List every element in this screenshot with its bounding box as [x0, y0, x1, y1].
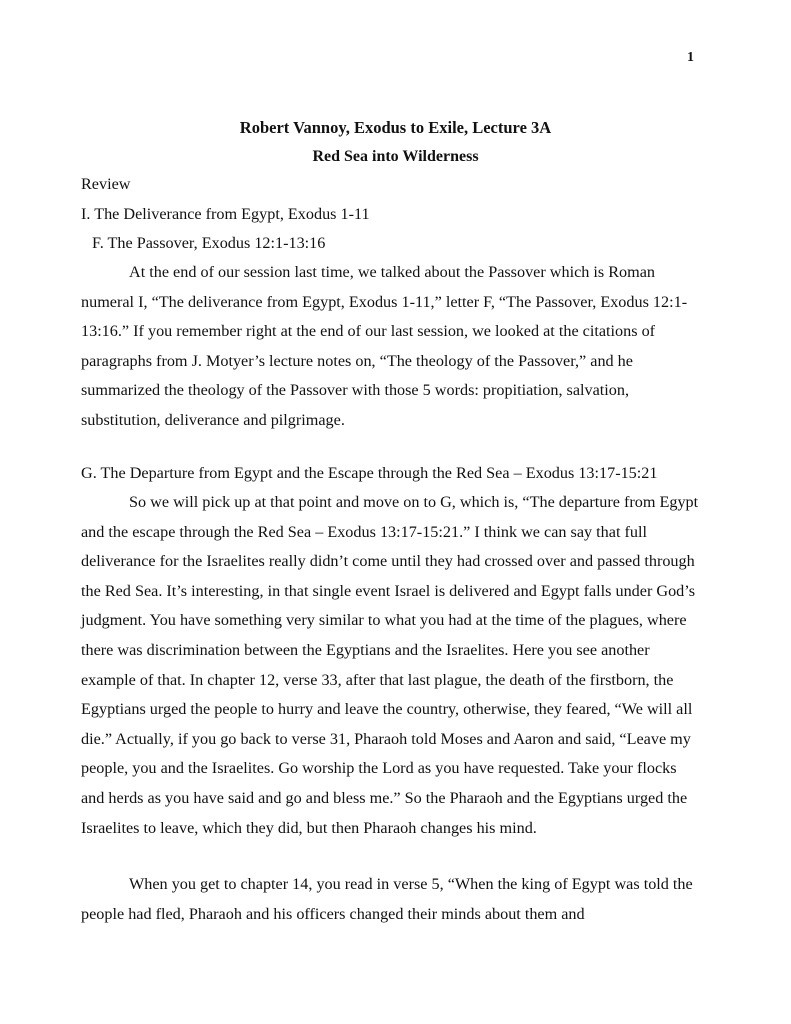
- outline-section-i: I. The Deliverance from Egypt, Exodus 1-11: [81, 205, 370, 223]
- lecture-title: Robert Vannoy, Exodus to Exile, Lecture 3A: [239, 118, 552, 137]
- paragraph-passover-review: At the end of our session last time, we talked about the Passover which is Roman numeral I, “The deliverance from Egypt, Exodus 1-11,” letter F, “The Passover, Exodus 12:1-13:16.” If you remember right at the end of our last session, we looked at the citations of paragraphs from J. Motyer’s lecture notes on, “The theology of the Passover,” and he summarized the theology of the Passover with those 5 words: propitiation, salvation, substitution, deliverance and pilgrimage.: [81, 263, 688, 429]
- lecture-subtitle: Red Sea into Wilderness: [312, 148, 479, 165]
- review-heading: Review: [81, 175, 131, 193]
- paragraph-chapter-14: When you get to chapter 14, you read in verse 5, “When the king of Egypt was told the people had fled, Pharaoh and his officers changed their minds about them and: [81, 875, 693, 923]
- paragraph-departure: So we will pick up at that point and move on to G, which is, “The departure from Egypt and the escape through the Red Sea – Exodus 13:17-15:21.” I think we can say that full deliverance for the Israelites really didn’t come until they had crossed over and passed through the Red Sea. It’s interesting, in that single event Israel is delivered and Egypt falls under God’s judgment. You have something very similar to what you had at the time of the plagues, where there was discrimination between the Egyptians and the Israelites. Here you see another example of that. In chapter 12, verse 33, after that last plague, the death of the firstborn, the Egyptians urged the people to hurry and leave the country, otherwise, they feared, “We will all die.” Actually, if you go back to verse 31, Pharaoh told Moses and Aaron and said, “Leave my people, you and the Israelites. Go worship the Lord as you have requested. Take your flocks and herds as you have said and go and bless me.” So the Pharaoh and the Egyptians urged the Israelites to leave, which they did, but then Pharaoh changes his mind.: [81, 493, 699, 837]
- outline-section-g: G. The Departure from Egypt and the Escape through the Red Sea – Exodus 13:17-15:21: [81, 464, 658, 482]
- outline-section-f: F. The Passover, Exodus 12:1-13:16: [92, 234, 326, 252]
- page-number: 1: [687, 50, 694, 65]
